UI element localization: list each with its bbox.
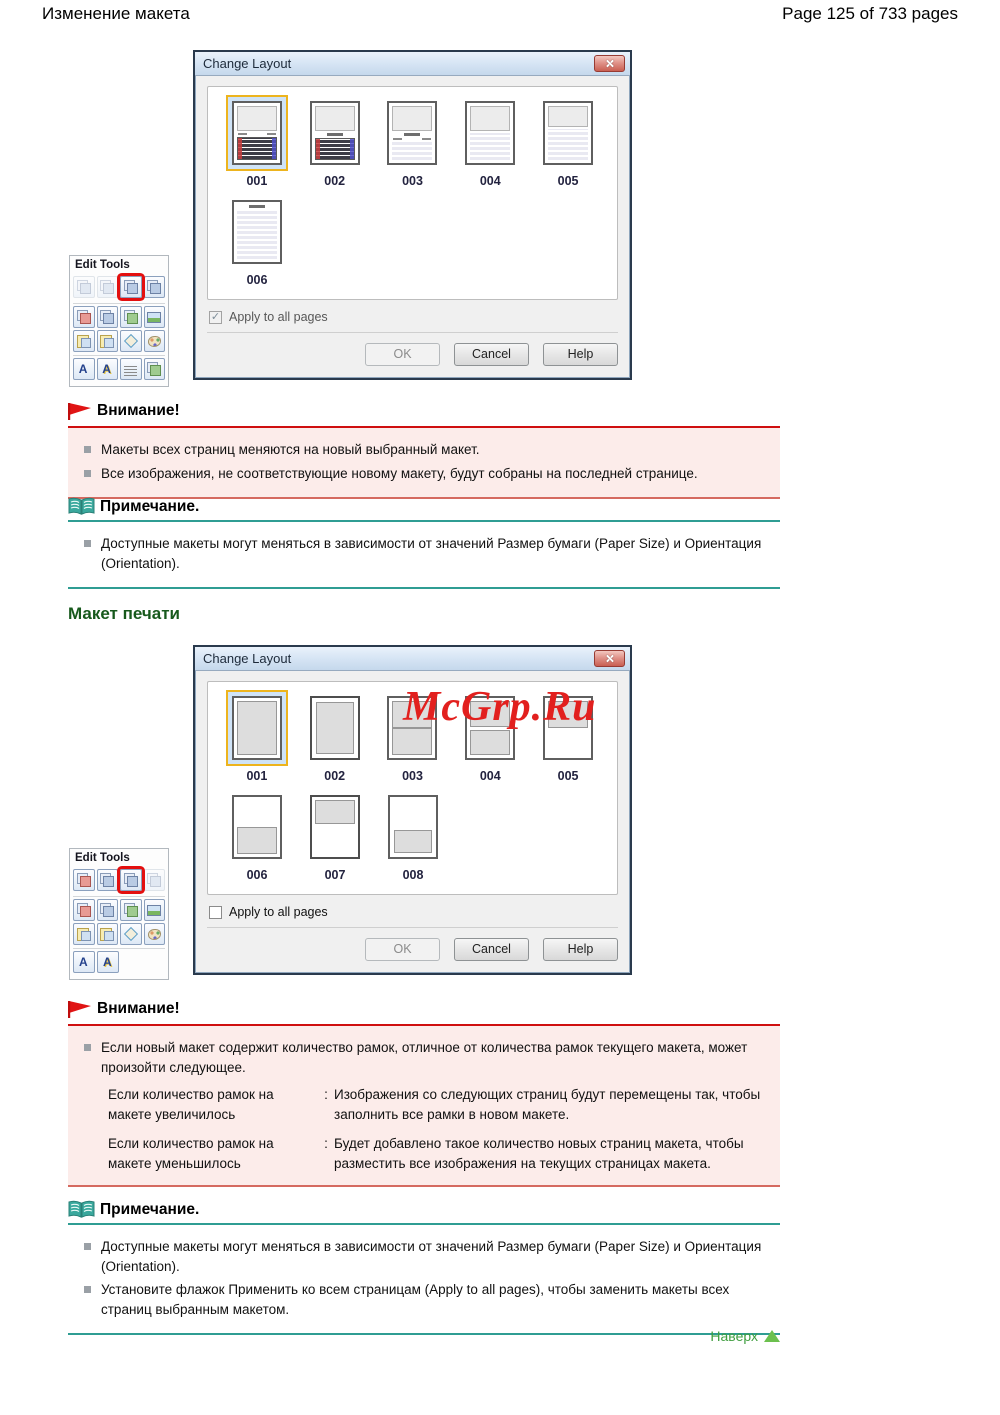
note-item: Доступные макеты могут меняться в зависимости от значений Размер бумаги (Paper Size) и Ориентация (Orientation). <box>101 536 762 571</box>
checkbox-unchecked-icon[interactable] <box>209 906 222 919</box>
divider <box>207 927 618 928</box>
layout-thumb-001[interactable] <box>218 95 296 188</box>
warning-title: Внимание! <box>97 1000 180 1017</box>
tool-button[interactable] <box>97 330 119 352</box>
tool-button[interactable] <box>73 899 95 921</box>
case-colon: : <box>324 1136 328 1152</box>
thumb-label: 002 <box>324 174 346 188</box>
note-item: Установите флажок Применить ко всем страницам (Apply to all pages), чтобы заменить макеты всех страниц выбранным макетом. <box>101 1282 730 1317</box>
layout-thumb-002[interactable] <box>296 690 374 783</box>
tool-button[interactable] <box>120 358 142 380</box>
tool-button[interactable] <box>144 330 166 352</box>
selected-thumbnail[interactable] <box>226 690 288 766</box>
warning-section-2 <box>68 1000 780 1187</box>
dialog-titlebar[interactable] <box>195 52 630 76</box>
note-book-icon <box>68 497 95 516</box>
change-layout-dialog-calendar <box>193 50 632 380</box>
apply-to-all-pages-checkbox[interactable] <box>209 310 616 324</box>
case-term: Если количество рамок на макете увеличилось <box>108 1087 274 1122</box>
thumb-label: 001 <box>246 174 268 188</box>
layout-thumb-002[interactable] <box>296 95 374 188</box>
apply-label: Apply to all pages <box>229 905 328 919</box>
tool-button[interactable] <box>73 869 95 891</box>
thumb-label: 006 <box>246 868 268 882</box>
close-icon[interactable] <box>594 55 625 72</box>
warning-item: Все изображения, не соответствующие новому макету, будут собраны на последней странице. <box>101 465 698 481</box>
note-title: Примечание. <box>100 497 200 515</box>
thumb-label: 006 <box>246 273 268 287</box>
dialog-titlebar[interactable] <box>195 647 630 671</box>
thumb-label: 008 <box>402 868 424 882</box>
layout-thumb-006[interactable] <box>218 194 296 287</box>
thumb-label: 004 <box>479 769 501 783</box>
note-book-icon <box>68 1200 95 1219</box>
warning-flag-icon <box>68 403 92 420</box>
layout-thumbnail-panel <box>207 86 618 300</box>
thumb-label: 005 <box>557 769 579 783</box>
bullet-icon <box>84 446 91 453</box>
tool-button[interactable] <box>97 951 119 973</box>
thumb-label: 007 <box>324 868 346 882</box>
tool-button[interactable] <box>144 869 166 891</box>
thumb-label: 004 <box>479 174 501 188</box>
edit-tools-palette-1 <box>69 255 169 387</box>
close-icon[interactable] <box>594 650 625 667</box>
warning-item: Макеты всех страниц меняются на новый выбранный макет. <box>101 442 480 457</box>
thumb-label: 002 <box>324 769 346 783</box>
layout-thumb-004[interactable] <box>451 95 529 188</box>
bullet-icon <box>84 1286 91 1293</box>
help-button[interactable]: Help <box>543 938 618 961</box>
edit-tools-title: Edit Tools <box>75 852 130 864</box>
change-layout-tool-highlighted[interactable] <box>120 276 142 298</box>
help-button[interactable]: Help <box>543 343 618 366</box>
case-term: Если количество рамок на макете уменьшилось <box>108 1136 274 1171</box>
layout-thumb-003[interactable] <box>374 95 452 188</box>
case-desc: Будет добавлено такое количество новых страниц макета, чтобы разместить все изображения на текущих страницах макета. <box>334 1136 744 1171</box>
thumb-label: 003 <box>402 174 423 188</box>
layout-thumb-007[interactable] <box>296 789 374 882</box>
warning-flag-icon <box>68 1001 92 1018</box>
page-number: Page 125 of 733 pages <box>782 4 958 23</box>
bullet-icon <box>84 1243 91 1250</box>
dialog-body <box>195 76 630 378</box>
bullet-icon <box>84 470 91 477</box>
warning-title: Внимание! <box>97 402 180 419</box>
case-colon: : <box>324 1087 328 1103</box>
layout-thumb-008[interactable] <box>374 789 452 882</box>
page-header <box>42 4 958 24</box>
cancel-button[interactable]: Cancel <box>454 938 529 961</box>
note-item: Доступные макеты могут меняться в зависимости от значений Размер бумаги (Paper Size) и Ориентация (Orientation). <box>101 1239 762 1274</box>
selected-thumbnail[interactable] <box>226 95 288 171</box>
tool-button[interactable] <box>97 899 119 921</box>
tool-button[interactable] <box>97 276 119 298</box>
change-layout-tool-highlighted[interactable] <box>120 869 142 891</box>
layout-thumb-006[interactable] <box>218 789 296 882</box>
tool-button[interactable] <box>144 358 166 380</box>
tool-button[interactable] <box>97 869 119 891</box>
tool-button[interactable] <box>144 923 166 945</box>
tool-button[interactable] <box>97 358 119 380</box>
tool-button[interactable] <box>144 276 166 298</box>
ok-button[interactable]: OK <box>365 343 440 366</box>
tool-button[interactable] <box>120 306 142 328</box>
back-to-top-link[interactable]: Наверх <box>710 1328 758 1344</box>
tool-button[interactable] <box>144 899 166 921</box>
back-to-top <box>68 1328 780 1344</box>
checkbox-checked-icon[interactable]: ✓ <box>210 310 221 323</box>
tool-button[interactable] <box>120 330 142 352</box>
cancel-button[interactable]: Cancel <box>454 343 529 366</box>
tool-button[interactable] <box>97 306 119 328</box>
divider <box>207 332 618 333</box>
tool-button[interactable] <box>73 330 95 352</box>
edit-tools-title: Edit Tools <box>75 259 130 271</box>
case-desc: Изображения со следующих страниц будут перемещены так, чтобы заполнить все рамки в новом макете. <box>334 1087 761 1122</box>
note-title: Примечание. <box>100 1200 200 1218</box>
bullet-icon <box>84 540 91 547</box>
tool-button[interactable] <box>120 899 142 921</box>
edit-tools-palette-2 <box>69 848 169 980</box>
apply-label: Apply to all pages <box>229 310 328 324</box>
change-layout-dialog-print <box>193 645 632 975</box>
dialog-title: Change Layout <box>203 56 292 71</box>
bullet-icon <box>84 1044 91 1051</box>
warning-intro: Если новый макет содержит количество рамок, отличное от количества рамок текущего макета, может произойти следующее. <box>101 1040 748 1075</box>
tool-button[interactable] <box>120 923 142 945</box>
tool-button[interactable] <box>144 306 166 328</box>
page-title: Изменение макета <box>42 4 190 23</box>
apply-to-all-pages-checkbox[interactable] <box>209 905 616 919</box>
tool-button[interactable] <box>73 923 95 945</box>
ok-button[interactable]: OK <box>365 938 440 961</box>
warning-section-1 <box>68 402 780 499</box>
layout-thumb-005[interactable] <box>529 95 607 188</box>
tool-button[interactable] <box>97 923 119 945</box>
thumb-label: 001 <box>246 769 268 783</box>
note-section-1 <box>68 497 780 589</box>
up-triangle-icon[interactable] <box>764 1330 780 1342</box>
layout-thumb-001[interactable] <box>218 690 296 783</box>
watermark: McGrp.Ru <box>403 684 597 730</box>
dialog-title: Change Layout <box>203 651 292 666</box>
thumb-label: 005 <box>557 174 579 188</box>
tool-button[interactable] <box>73 306 95 328</box>
tool-button[interactable] <box>73 276 95 298</box>
section-heading: Макет печати <box>68 604 181 623</box>
thumb-label: 003 <box>402 769 423 783</box>
tool-button[interactable] <box>73 358 95 380</box>
note-section-2 <box>68 1200 780 1335</box>
tool-button[interactable] <box>73 951 95 973</box>
